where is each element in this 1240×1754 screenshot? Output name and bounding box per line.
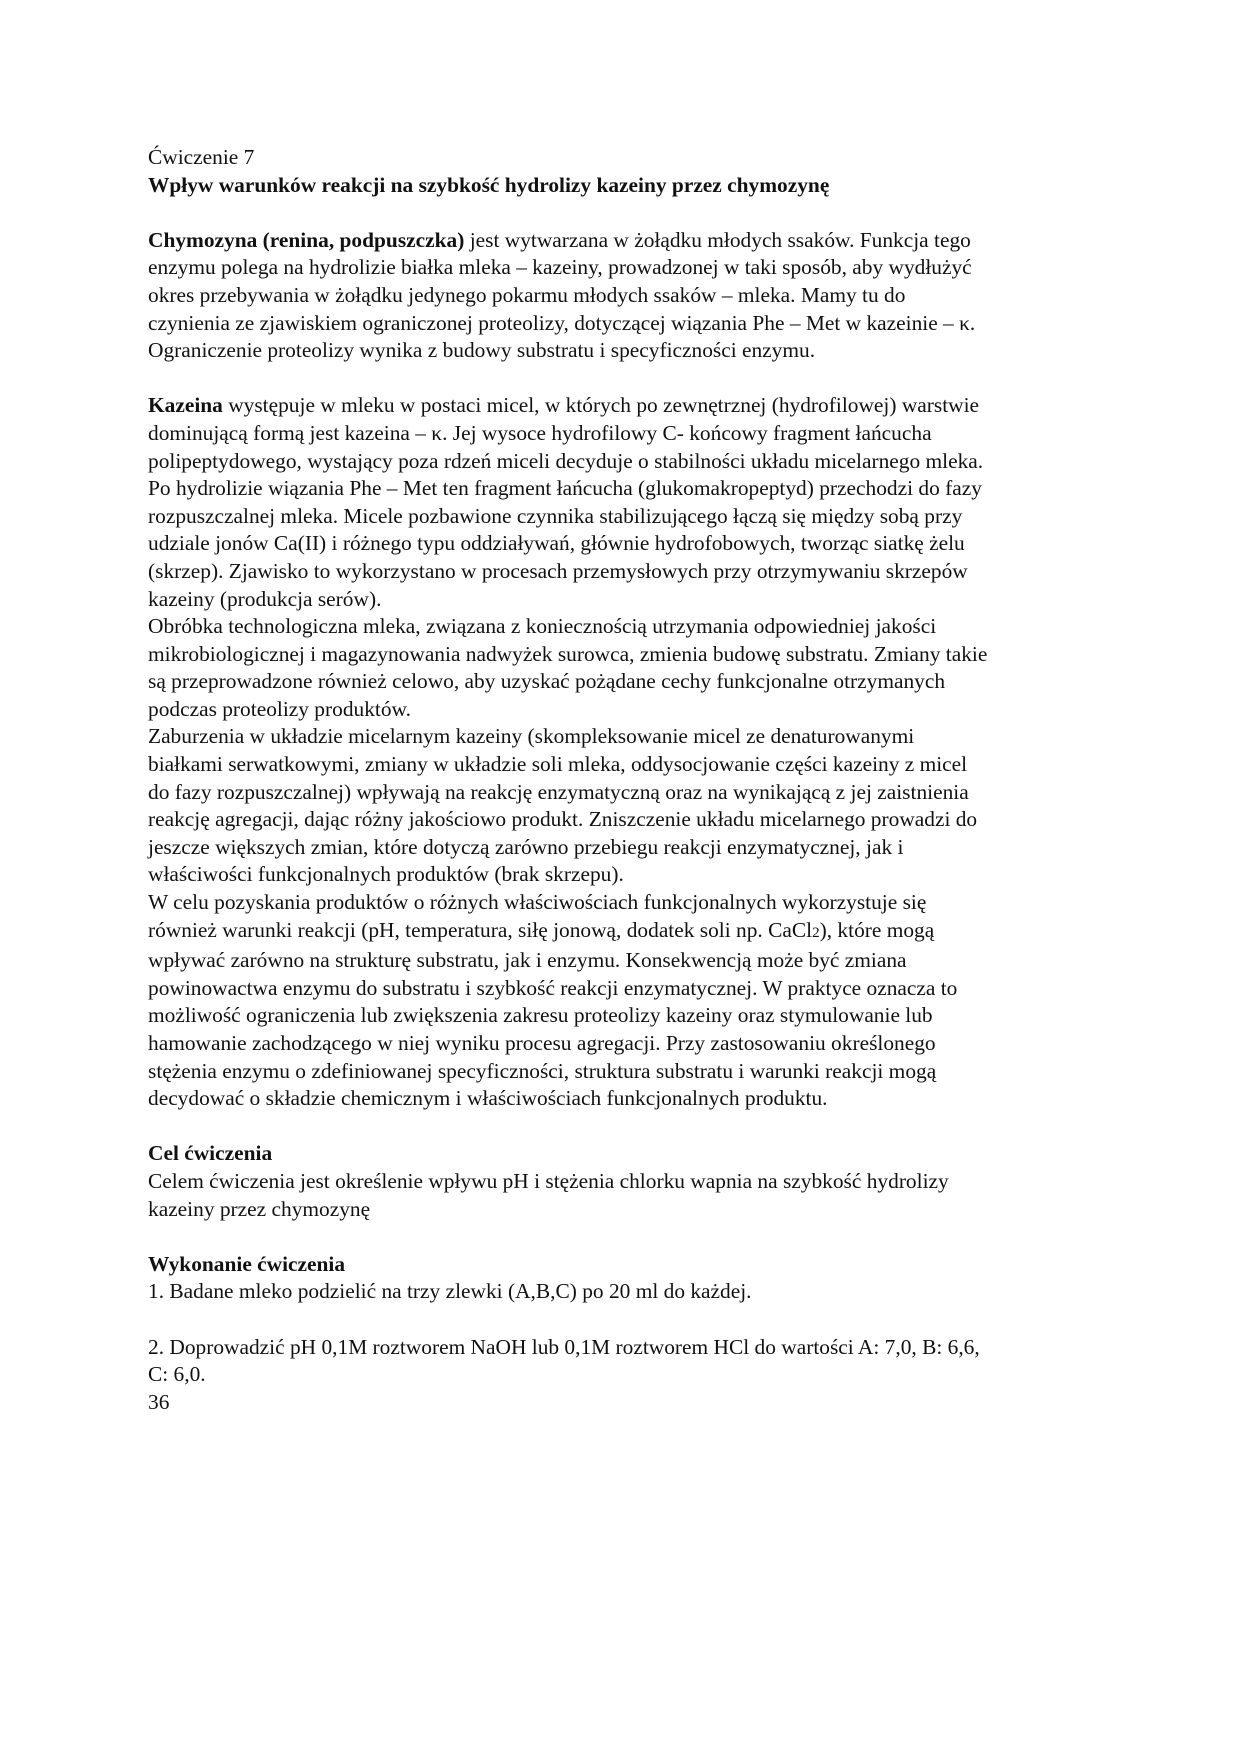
cacl-before: również warunki reakcji (pH, temperatura, siłę jonową, dodatek soli np. CaCl (148, 917, 813, 942)
para2-line: podczas proteolizy produktów. (148, 696, 411, 721)
goal-line: Celem ćwiczenia jest określenie wpływu pH i stężenia chlorku wapnia na szybkość hydrolizy (148, 1168, 949, 1193)
goal-heading: Cel ćwiczenia (148, 1141, 273, 1166)
para2-line: mikrobiologicznej i magazynowania nadwyżek surowca, zmienia budowę substratu. Zmiany takie (148, 641, 988, 666)
para2-line: kazeiny (produkcja serów). (148, 586, 382, 611)
para2-line: powinowactwa enzymu do substratu i szybkość reakcji enzymatycznej. W praktyce oznacza to (148, 975, 958, 1000)
para1-line1-rest: jest wytwarzana w żołądku młodych ssaków. Funkcja tego (464, 227, 971, 252)
procedure-step-2-line: 2. Doprowadzić pH 0,1M roztworem NaOH lub 0,1M roztworem HCl do wartości A: 7,0, B: 6,6, (148, 1334, 980, 1359)
para2-line: dominującą formą jest kazeina – κ. Jej wysoce hydrofilowy C- końcowy fragment łańcucha (148, 420, 932, 445)
para2-line: Obróbka technologiczna mleka, związana z koniecznością utrzymania odpowiedniej jakości (148, 614, 937, 639)
para2-cacl-line (148, 917, 1098, 948)
procedure-heading: Wykonanie ćwiczenia (148, 1251, 346, 1276)
para2-line: (skrzep). Zjawisko to wykorzystano w procesach przemysłowych przy otrzymywaniu skrzepów (148, 558, 968, 583)
para1-line: czynienia ze zjawiskiem ograniczonej proteolizy, dotyczącej wiązania Phe – Met w kazeinie – κ. (148, 310, 976, 335)
para2-line: W celu pozyskania produktów o różnych właściwościach funkcjonalnych wykorzystuje się (148, 890, 927, 915)
para2-line: są przeprowadzone również celowo, aby uzyskać pożądane cechy funkcjonalne otrzymanych (148, 669, 946, 694)
para2-line-1 (148, 392, 1098, 420)
exercise-title: Wpływ warunków reakcji na szybkość hydrolizy kazeiny przez chymozynę (148, 172, 830, 197)
para2-line: jeszcze większych zmian, które dotyczą zarówno przebiegu reakcji enzymatycznej, jak i (148, 834, 904, 859)
para2-line: białkami serwatkowymi, zmiany w układzie soli mleka, oddysocjowanie części kazeiny z micel (148, 752, 968, 777)
spacer (148, 365, 1098, 393)
para2-line: reakcję agregacji, dając różny jakościowo produkt. Zniszczenie układu micelarnego prowadzi do (148, 807, 978, 832)
para2-lead: Kazeina (148, 393, 223, 418)
procedure-step-1: 1. Badane mleko podzielić na trzy zlewki (A,B,C) po 20 ml do każdej. (148, 1279, 752, 1304)
para1-line-1 (148, 227, 1098, 255)
procedure-step-2-line: C: 6,0. (148, 1362, 206, 1387)
cacl-subscript: 2 (812, 924, 820, 941)
exercise-label: Ćwiczenie 7 (148, 145, 255, 169)
para2-line: do fazy rozpuszczalnej) wpływają na reakcję enzymatyczną oraz na wynikającą z jej zaistnienia (148, 779, 969, 804)
document-page (148, 144, 1098, 1416)
para2-line: udziale jonów Ca(II) i różnego typu oddziaływań, głównie hydrofobowych, tworząc siatkę żelu (148, 531, 965, 556)
para2-line1-rest: występuje w mleku w postaci micel, w których po zewnętrznej (hydrofilowej) warstwie (222, 393, 980, 418)
para1-line: okres przebywania w żołądku jedynego pokarmu młodych ssaków – mleka. Mamy tu do (148, 282, 906, 307)
para1-line: enzymu polega na hydrolizie białka mleka – kazeiny, prowadzonej w taki sposób, aby wydłużyć (148, 255, 972, 280)
para1-line: Ograniczenie proteolizy wynika z budowy substratu i specyficzności enzymu. (148, 338, 816, 363)
cacl-after: ), które mogą (819, 917, 935, 942)
spacer (148, 1306, 1098, 1334)
para2-line: decydować o składzie chemicznym i właściwościach funkcjonalnych produktu. (148, 1086, 828, 1111)
spacer (148, 1223, 1098, 1251)
spacer (148, 1113, 1098, 1141)
goal-line: kazeiny przez chymozynę (148, 1196, 371, 1221)
page-number: 36 (148, 1389, 170, 1414)
para2-line: wpływać zarówno na strukturę substratu, jak i enzymu. Konsekwencją może być zmiana (148, 948, 907, 973)
para2-line: hamowanie zachodzącego w niej wyniku procesu agregacji. Przy zastosowaniu określonego (148, 1031, 936, 1055)
para2-line: polipeptydowego, wystający poza rdzeń miceli decyduje o stabilności układu micelarnego mleka. (148, 448, 984, 473)
para2-line: właściwości funkcjonalnych produktów (brak skrzepu). (148, 862, 624, 887)
para2-line: Po hydrolizie wiązania Phe – Met ten fragment łańcucha (glukomakropeptyd) przechodzi do fazy (148, 476, 982, 501)
para2-line: możliwość ograniczenia lub zwiększenia zakresu proteolizy kazeiny oraz stymulowanie lub (148, 1003, 933, 1028)
spacer (148, 199, 1098, 227)
para2-line: stężenia enzymu o zdefiniowanej specyficzności, struktura substratu i warunki reakcji mogą (148, 1058, 937, 1083)
para1-lead: Chymozyna (renina, podpuszczka) (148, 227, 465, 252)
para2-line: rozpuszczalnej mleka. Micele pozbawione czynnika stabilizującego łączą się między sobą przy (148, 503, 963, 528)
para2-line: Zaburzenia w układzie micelarnym kazeiny (skompleksowanie micel ze denaturowanymi (148, 724, 915, 749)
